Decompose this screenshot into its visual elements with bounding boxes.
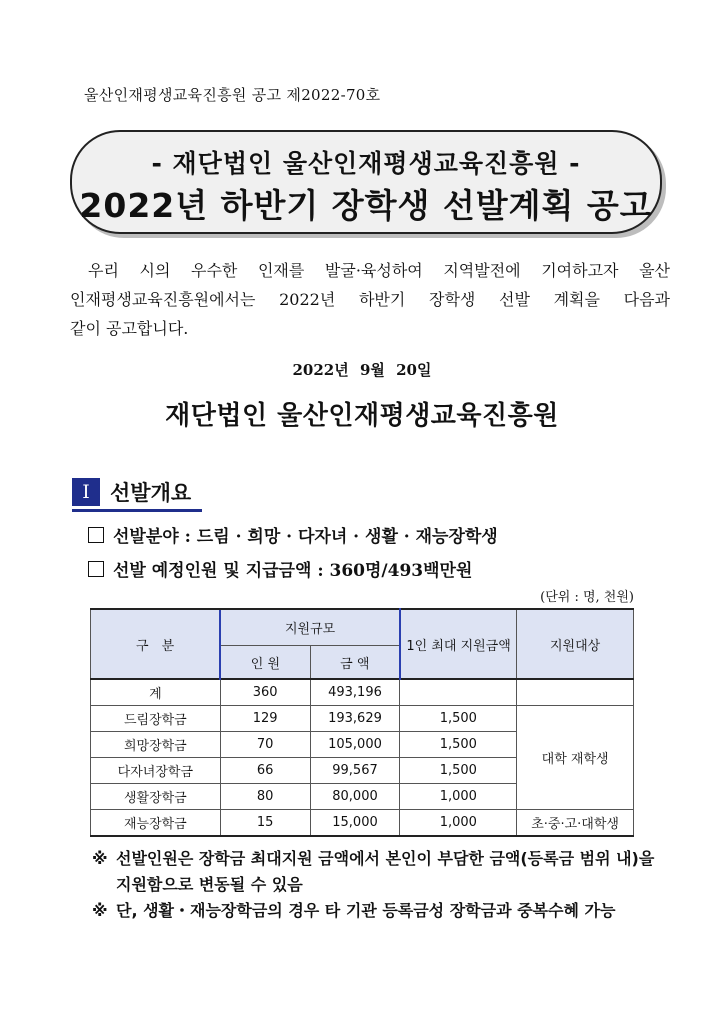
cell-max: 1,000 <box>400 810 517 837</box>
bullet-planned-count <box>88 556 472 581</box>
cell-persons: 70 <box>220 732 310 758</box>
title-box <box>70 130 662 234</box>
checkbox-square-icon <box>88 527 104 543</box>
reference-mark-icon: ※ <box>92 901 108 920</box>
bullet-text: 선발 예정인원 및 지급금액 : 360명/493백만원 <box>113 561 473 581</box>
cell-name: 생활장학금 <box>91 784 221 810</box>
intro-line-2: 인재평생교육진흥원에서는 2022년 하반기 장학생 선발 계획을 다음과 <box>70 290 670 309</box>
cell-name: 계 <box>91 679 221 706</box>
table-row <box>91 706 634 732</box>
title-subtitle: - 재단법인 울산인재평생교육진흥원 - <box>151 149 581 178</box>
cell-target: 초·중·고·대학생 <box>517 810 634 837</box>
intro-paragraph <box>70 256 670 343</box>
cell-persons: 66 <box>220 758 310 784</box>
checkbox-square-icon <box>88 561 104 577</box>
organization-name: 재단법인 울산인재평생교육진흥원 <box>165 401 559 431</box>
cell-amount: 80,000 <box>310 784 400 810</box>
cell-persons: 360 <box>220 679 310 706</box>
cell-name: 드림장학금 <box>91 706 221 732</box>
section-title: 선발개요 <box>110 481 192 505</box>
cell-name: 재능장학금 <box>91 810 221 837</box>
cell-amount: 99,567 <box>310 758 400 784</box>
intro-line-3: 같이 공고합니다. <box>70 319 189 338</box>
cell-amount: 15,000 <box>310 810 400 837</box>
table-row <box>91 810 634 837</box>
scholarship-table <box>90 608 634 837</box>
cell-persons: 129 <box>220 706 310 732</box>
header-category: 구 분 <box>91 609 221 679</box>
section-number: I <box>72 478 100 506</box>
intro-line-1: 우리 시의 우수한 인재를 발굴·육성하여 지역발전에 기여하고자 울산 <box>88 261 670 280</box>
table-unit: (단위 : 명, 천원) <box>540 590 634 605</box>
cell-persons: 80 <box>220 784 310 810</box>
cell-max: 1,500 <box>400 706 517 732</box>
table-row <box>91 679 634 706</box>
bullet-text: 선발분야 : 드림 · 희망 · 다자녀 · 생활 · 재능장학생 <box>113 527 498 547</box>
header-max-per-person: 1인 최대 지원금액 <box>400 609 517 679</box>
note-1 <box>92 846 667 898</box>
cell-amount: 493,196 <box>310 679 400 706</box>
cell-max <box>400 679 517 706</box>
reference-mark-icon: ※ <box>92 849 108 868</box>
cell-max: 1,000 <box>400 784 517 810</box>
note-text: 선발인원은 장학금 최대지원 금액에서 본인이 부담한 금액(등록금 범위 내)을 지원함으로 변동될 수 있음 <box>116 849 655 894</box>
header-amount: 금 액 <box>310 646 400 680</box>
announcement-date: 2022년 9월 20일 <box>292 361 432 379</box>
section-underline <box>72 509 202 512</box>
header-support-scale: 지원규모 <box>220 609 400 646</box>
note-2 <box>92 898 667 924</box>
header-target: 지원대상 <box>517 609 634 679</box>
section-heading <box>72 478 212 508</box>
cell-name: 희망장학금 <box>91 732 221 758</box>
cell-amount: 105,000 <box>310 732 400 758</box>
page-title: 2022년 하반기 장학생 선발계획 공고 <box>79 186 653 225</box>
cell-max: 1,500 <box>400 732 517 758</box>
cell-max: 1,500 <box>400 758 517 784</box>
cell-target-merged: 대학 재학생 <box>517 706 634 810</box>
cell-persons: 15 <box>220 810 310 837</box>
note-text: 단, 생활・재능장학금의 경우 타 기관 등록금성 장학금과 중복수혜 가능 <box>116 901 616 920</box>
notice-number: 울산인재평생교육진흥원 공고 제2022-70호 <box>84 86 381 104</box>
cell-target <box>517 679 634 706</box>
cell-name: 다자녀장학금 <box>91 758 221 784</box>
cell-amount: 193,629 <box>310 706 400 732</box>
bullet-selection-fields <box>88 522 498 547</box>
header-persons: 인 원 <box>220 646 310 680</box>
